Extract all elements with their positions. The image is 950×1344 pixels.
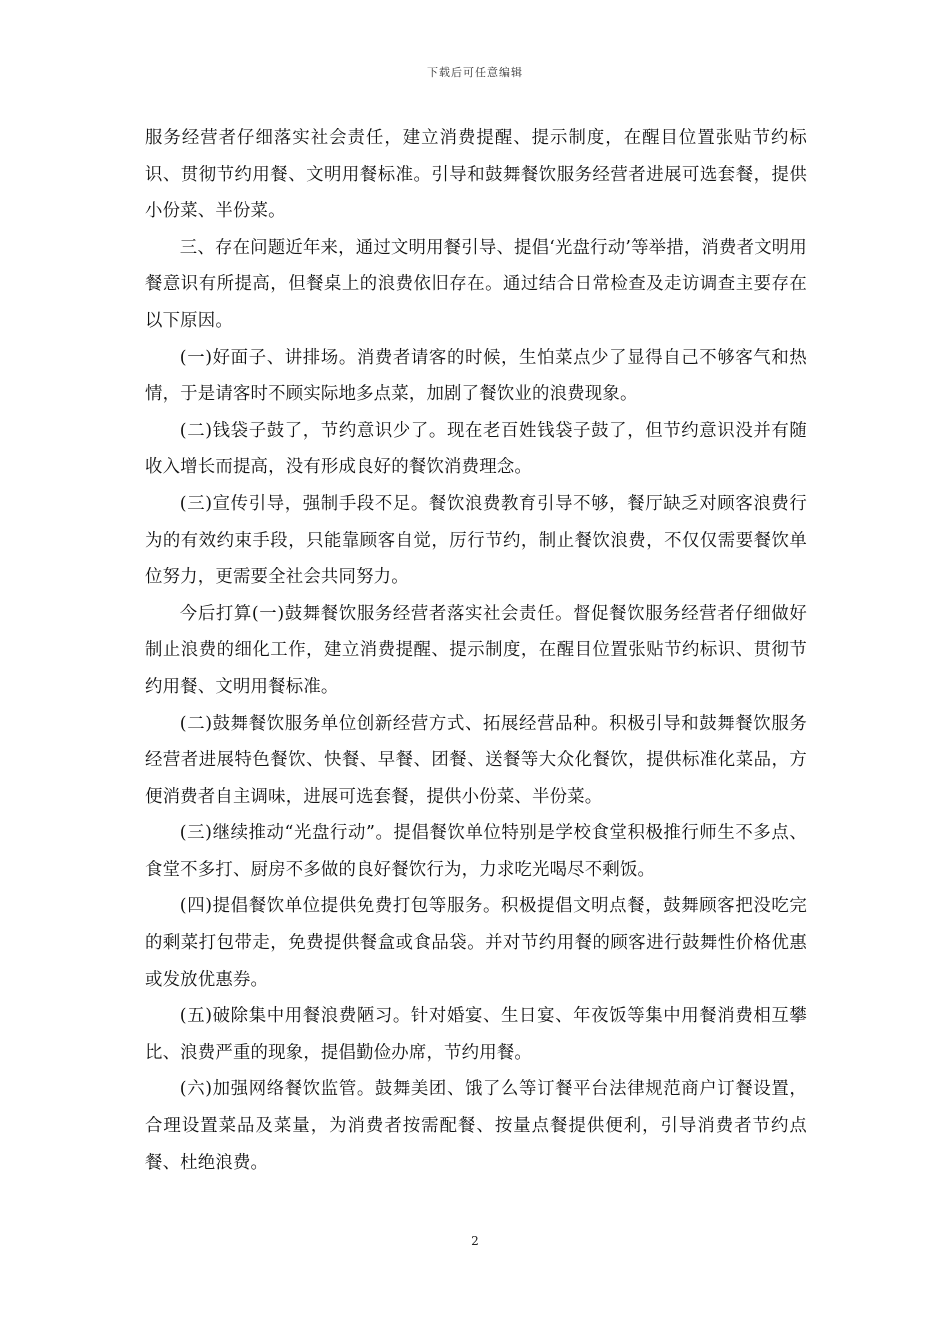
paragraph-plan-4: (四)提倡餐饮单位提供免费打包等服务。积极提倡文明点餐，鼓舞顾客把没吃完的剩菜打包带走，免费提供餐盒或食品袋。并对节约用餐的顾客进行鼓舞性价格优惠或发放优惠券。 [145,896,807,990]
page-header-note: 下载后可任意编辑 [427,66,523,79]
paragraph-plan-2: (二)鼓舞餐饮服务单位创新经营方式、拓展经营品种。积极引导和鼓舞餐饮服务经营者进展特色餐饮、快餐、早餐、团餐、送餐等大众化餐饮，提供标准化菜品，方便消费者自主调味，进展可选套餐，提供小份菜、半份菜。 [145,713,807,807]
paragraph-continuation: 服务经营者仔细落实社会责任，建立消费提醒、提示制度，在醒目位置张贴节约标识、贯彻节约用餐、文明用餐标准。引导和鼓舞餐饮服务经营者进展可选套餐，提供小份菜、半份菜。 [145,128,807,222]
paragraph-cause-3: (三)宣传引导，强制手段不足。餐饮浪费教育引导不够，餐厅缺乏对顾客浪费行为的有效约束手段，只能靠顾客自觉，厉行节约，制止餐饮浪费，不仅仅需要餐饮单位努力，更需要全社会共同努力。 [145,493,807,588]
paragraph-cause-1: (一)好面子、讲排场。消费者请客的时候，生怕菜点少了显得自己不够客气和热情，于是请客时不顾实际地多点菜，加剧了餐饮业的浪费现象。 [145,347,807,405]
paragraph-cause-2: (二)钱袋子鼓了，节约意识少了。现在老百姓钱袋子鼓了，但节约意识没并有随收入增长而提高，没有形成良好的餐饮消费理念。 [145,420,807,478]
paragraph-plan-1: 今后打算(一)鼓舞餐饮服务经营者落实社会责任。督促餐饮服务经营者仔细做好制止浪费的细化工作，建立消费提醒、提示制度，在醒目位置张贴节约标识、贯彻节约用餐、文明用餐标准。 [145,603,807,697]
paragraph-plan-5: (五)破除集中用餐浪费陋习。针对婚宴、生日宴、年夜饭等集中用餐消费相互攀比、浪费严重的现象，提倡勤俭办席，节约用餐。 [145,1006,807,1063]
page-number: 2 [471,1234,479,1248]
paragraph-plan-6: (六)加强网络餐饮监管。鼓舞美团、饿了么等订餐平台法律规范商户订餐设置，合理设置菜品及菜量，为消费者按需配餐、按量点餐提供便利，引导消费者节约点餐、杜绝浪费。 [145,1079,807,1173]
document-body [145,120,807,1181]
paragraph-plan-3: (三)继续推动“光盘行动”。提倡餐饮单位特别是学校食堂积极推行师生不多点、食堂不多打、厨房不多做的良好餐饮行为，力求吃光喝尽不剩饭。 [145,823,807,880]
paragraph-problems-intro: 三、存在问题近年来，通过文明用餐引导、提倡‘光盘行动’等举措，消费者文明用餐意识有所提高，但餐桌上的浪费依旧存在。通过结合日常检查及走访调查主要存在以下原因。 [145,237,807,331]
